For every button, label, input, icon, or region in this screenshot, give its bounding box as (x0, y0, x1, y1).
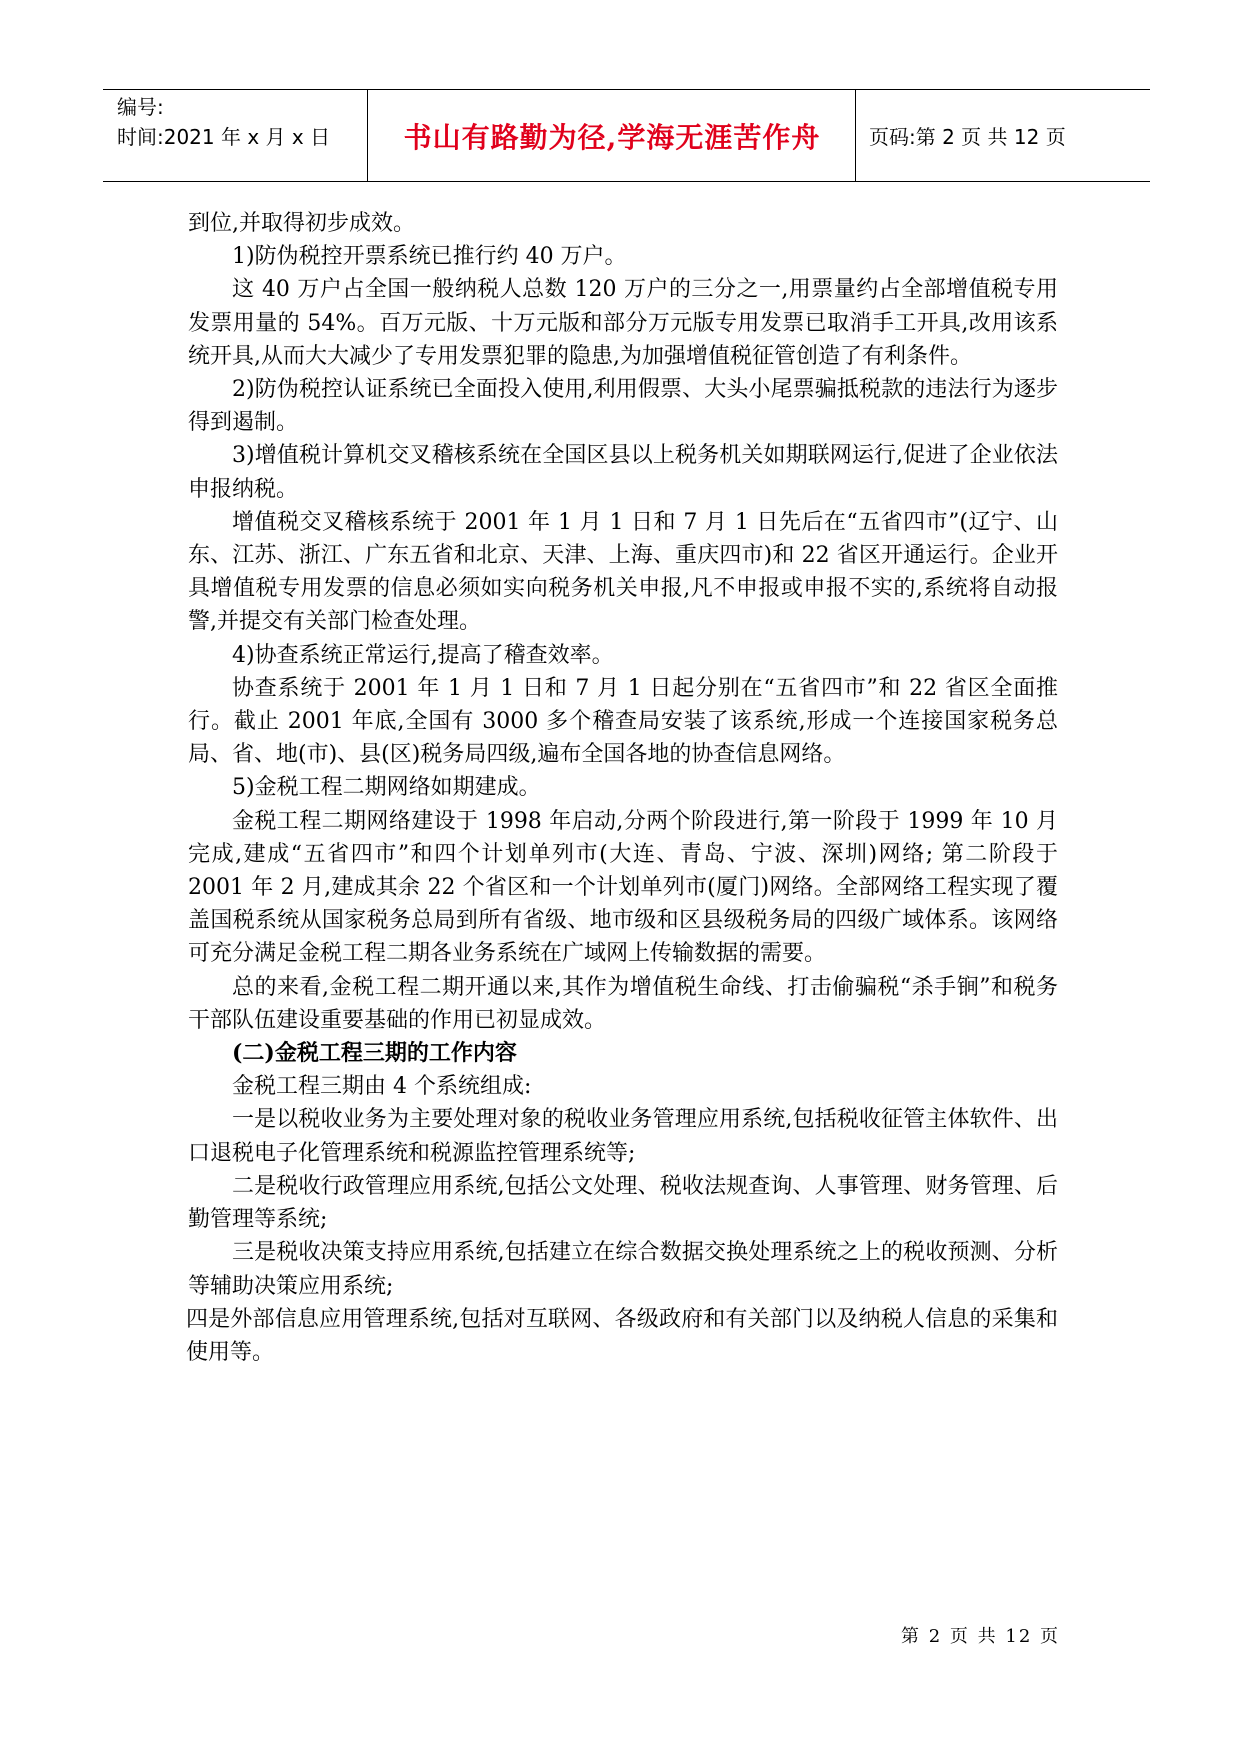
header-time-label: 时间:2021 年 x 月 x 日 (117, 125, 331, 149)
paragraph: 3)增值税计算机交叉稽核系统在全国区县以上税务机关如期联网运行,促进了企业依法申报纳税。 (188, 443, 1058, 502)
header-divider-left (367, 90, 368, 181)
paragraph: 三是税收决策支持应用系统,包括建立在综合数据交换处理系统之上的税收预测、分析等辅助决策应用系统; (188, 1240, 1058, 1299)
header-number-label: 编号: (117, 95, 164, 119)
paragraph: 总的来看,金税工程二期开通以来,其作为增值税生命线、打击偷骗税“杀手锏”和税务干部队伍建设重要基础的作用已初显成效。 (188, 974, 1058, 1033)
paragraph: 二是税收行政管理应用系统,包括公文处理、税收法规查询、人事管理、财务管理、后勤管理等系统; (188, 1173, 1058, 1233)
header-meta (117, 90, 330, 150)
paragraph: 金税工程三期由 4 个系统组成: (232, 1074, 532, 1100)
paragraph: 2)防伪税控认证系统已全面投入使用,利用假票、大头小尾票骗抵税款的违法行为逐步得到遏制。 (188, 377, 1058, 436)
header-divider-right (855, 90, 856, 181)
paragraph: 协查系统于 2001 年 1 月 1 日和 7 月 1 日起分别在“五省四市”和 22 省区全面推行。截止 2001 年底,全国有 3000 多个稽查局安装了该系统,形成一个连接国家税务总局、省、地(市)、县(区)税务局四级,遍布全国各地的协查信息网络。 (188, 675, 1058, 768)
paragraph: 这 40 万户占全国一般纳税人总数 120 万户的三分之一,用票量约占全部增值税专用发票用量的 54%。百万元版、十万元版和部分万元版专用发票已取消手工开具,改用该系统开具,从而大大减少了专用发票犯罪的隐患,为加强增值税征管创造了有利条件。 (188, 277, 1058, 369)
paragraph: 1)防伪税控开票系统已推行约 40 万户。 (232, 244, 627, 270)
header-motto: 书山有路勤为径,学海无涯苦作舟 (403, 120, 821, 154)
paragraph: 金税工程二期网络建设于 1998 年启动,分两个阶段进行,第一阶段于 1999 年 10 月完成,建成“五省四市”和四个计划单列市(大连、青岛、宁波、深圳)网络; 第二阶段于 2001 年 2 月,建成其余 22 个省区和一个计划单列市(厦门)网络。全部网络工程实现了覆盖国税系统从国家税务总局到所有省级、地市级和区县级税务局的四级广域体系。该网络可充分满足金税工程二期各业务系统在广域网上传输数据的需要。 (188, 808, 1058, 967)
document-body (188, 207, 1058, 1369)
section-heading: (二)金税工程三期的工作内容 (232, 1040, 517, 1067)
page-footer-number: 第 2 页 共 12 页 (901, 1626, 1060, 1647)
paragraph: 到位,并取得初步成效。 (188, 211, 415, 236)
paragraph: 4)协查系统正常运行,提高了稽查效率。 (232, 642, 614, 668)
paragraph: 四是外部信息应用管理系统,包括对互联网、各级政府和有关部门以及纳税人信息的采集和使用等。 (186, 1306, 1058, 1365)
header-page-info: 页码:第 2 页 共 12 页 (869, 125, 1066, 149)
paragraph: 一是以税收业务为主要处理对象的税收业务管理应用系统,包括税收征管主体软件、出口退税电子化管理系统和税源监控管理系统等; (188, 1107, 1058, 1166)
document-header (103, 89, 1150, 182)
paragraph: 增值税交叉稽核系统于 2001 年 1 月 1 日和 7 月 1 日先后在“五省四市”(辽宁、山东、江苏、浙江、广东五省和北京、天津、上海、重庆四市)和 22 省区开通运行。企业开具增值税专用发票的信息必须如实向税务机关申报,凡不申报或申报不实的,系统将自动报警,并提交有关部门检查处理。 (188, 509, 1058, 635)
paragraph: 5)金税工程二期网络如期建成。 (232, 775, 541, 801)
